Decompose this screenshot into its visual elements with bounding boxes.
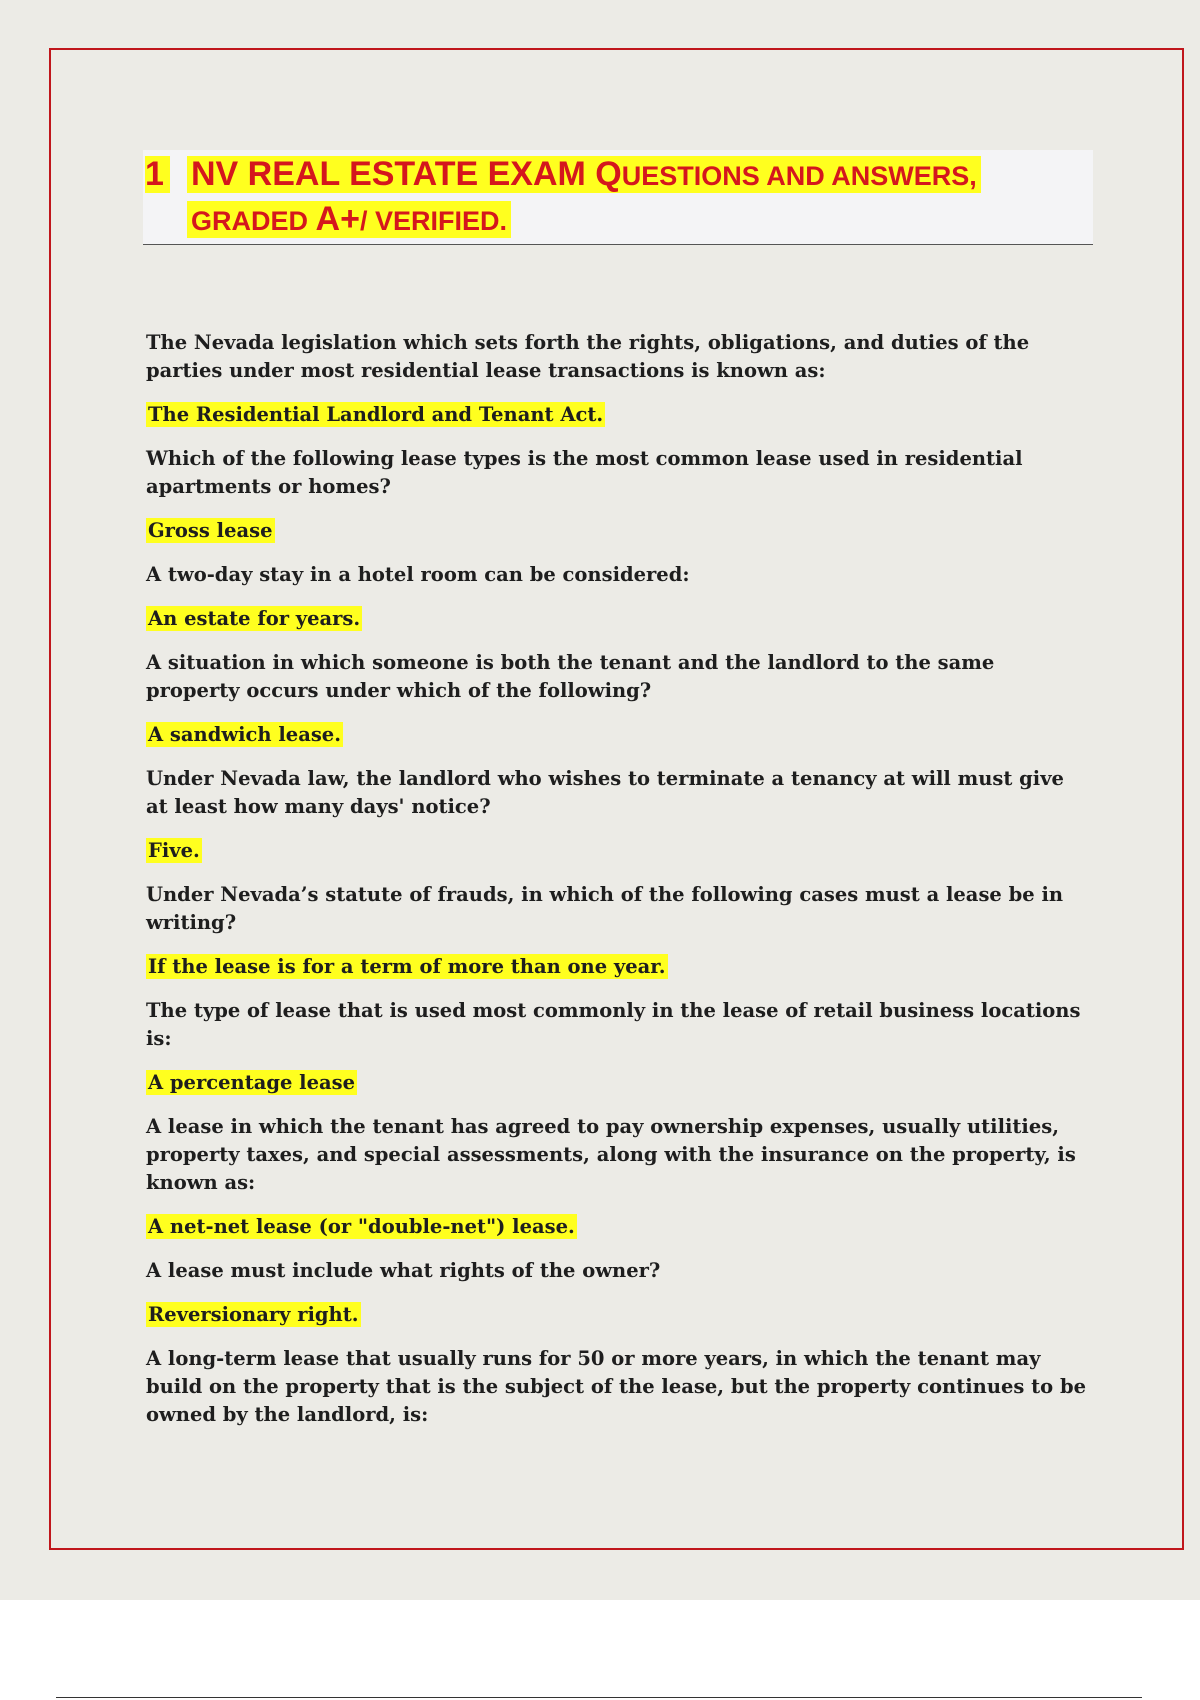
qa-list [146,329,1092,1445]
answer [146,1213,1092,1241]
answer-highlight: A sandwich lease. [148,723,342,746]
footer-rule [56,1697,1142,1698]
question: Under Nevada law, the landlord who wishes to terminate a tenancy at will must give at least how many days' notice? [146,767,1064,818]
question: Which of the following lease types is the most common lease used in residential apartments or homes? [146,447,1023,498]
answer-highlight: Gross lease [148,519,273,542]
title-text-verified: / VERIFIED. [359,206,507,236]
title-number: 1 [145,156,170,193]
question: Under Nevada’s statute of frauds, in which of the following cases must a lease be in writing? [146,883,1064,934]
answer [146,1301,1092,1329]
answer [146,953,1092,981]
question: A situation in which someone is both the tenant and the landlord to the same property occurs under which of the following? [146,651,995,702]
document-title-line-2 [187,201,511,238]
answer-highlight: A net-net lease (or "double-net") lease. [148,1215,575,1238]
answer-highlight: If the lease is for a term of more than one year. [148,955,666,978]
answer [146,605,1092,633]
answer-highlight: The Residential Landlord and Tenant Act. [148,403,604,426]
answer-highlight: An estate for years. [148,607,361,630]
title-text-graded: GRADED [191,206,316,236]
question: A two-day stay in a hotel room can be considered: [146,563,690,586]
title-text-rest: UESTIONS AND ANSWERS, [621,161,977,191]
title-text-grade: A+ [315,200,360,238]
title-text-main: NV REAL ESTATE EXAM [191,155,596,193]
document-title-line-1 [187,156,981,193]
answer [146,837,1092,865]
answer [146,1069,1092,1097]
answer-highlight: Reversionary right. [148,1303,359,1326]
answer-highlight: Five. [148,839,200,862]
question: The Nevada legislation which sets forth the rights, obligations, and duties of the parties under most residential lease transactions is known as: [146,331,1030,382]
answer [146,517,1092,545]
question: A long-term lease that usually runs for 50 or more years, in which the tenant may build on the property that is the subject of the lease, but the property continues to be owned by the landlord, is: [146,1347,1087,1426]
answer-highlight: A percentage lease [148,1071,355,1094]
answer [146,401,1092,429]
title-text-q: Q [595,155,622,193]
question: The type of lease that is used most commonly in the lease of retail business locations is: [146,999,1081,1050]
question: A lease in which the tenant has agreed to pay ownership expenses, usually utilities, property taxes, and special assessments, along with the insurance on the property, is known as: [146,1115,1076,1194]
answer [146,721,1092,749]
question: A lease must include what rights of the owner? [146,1259,661,1282]
